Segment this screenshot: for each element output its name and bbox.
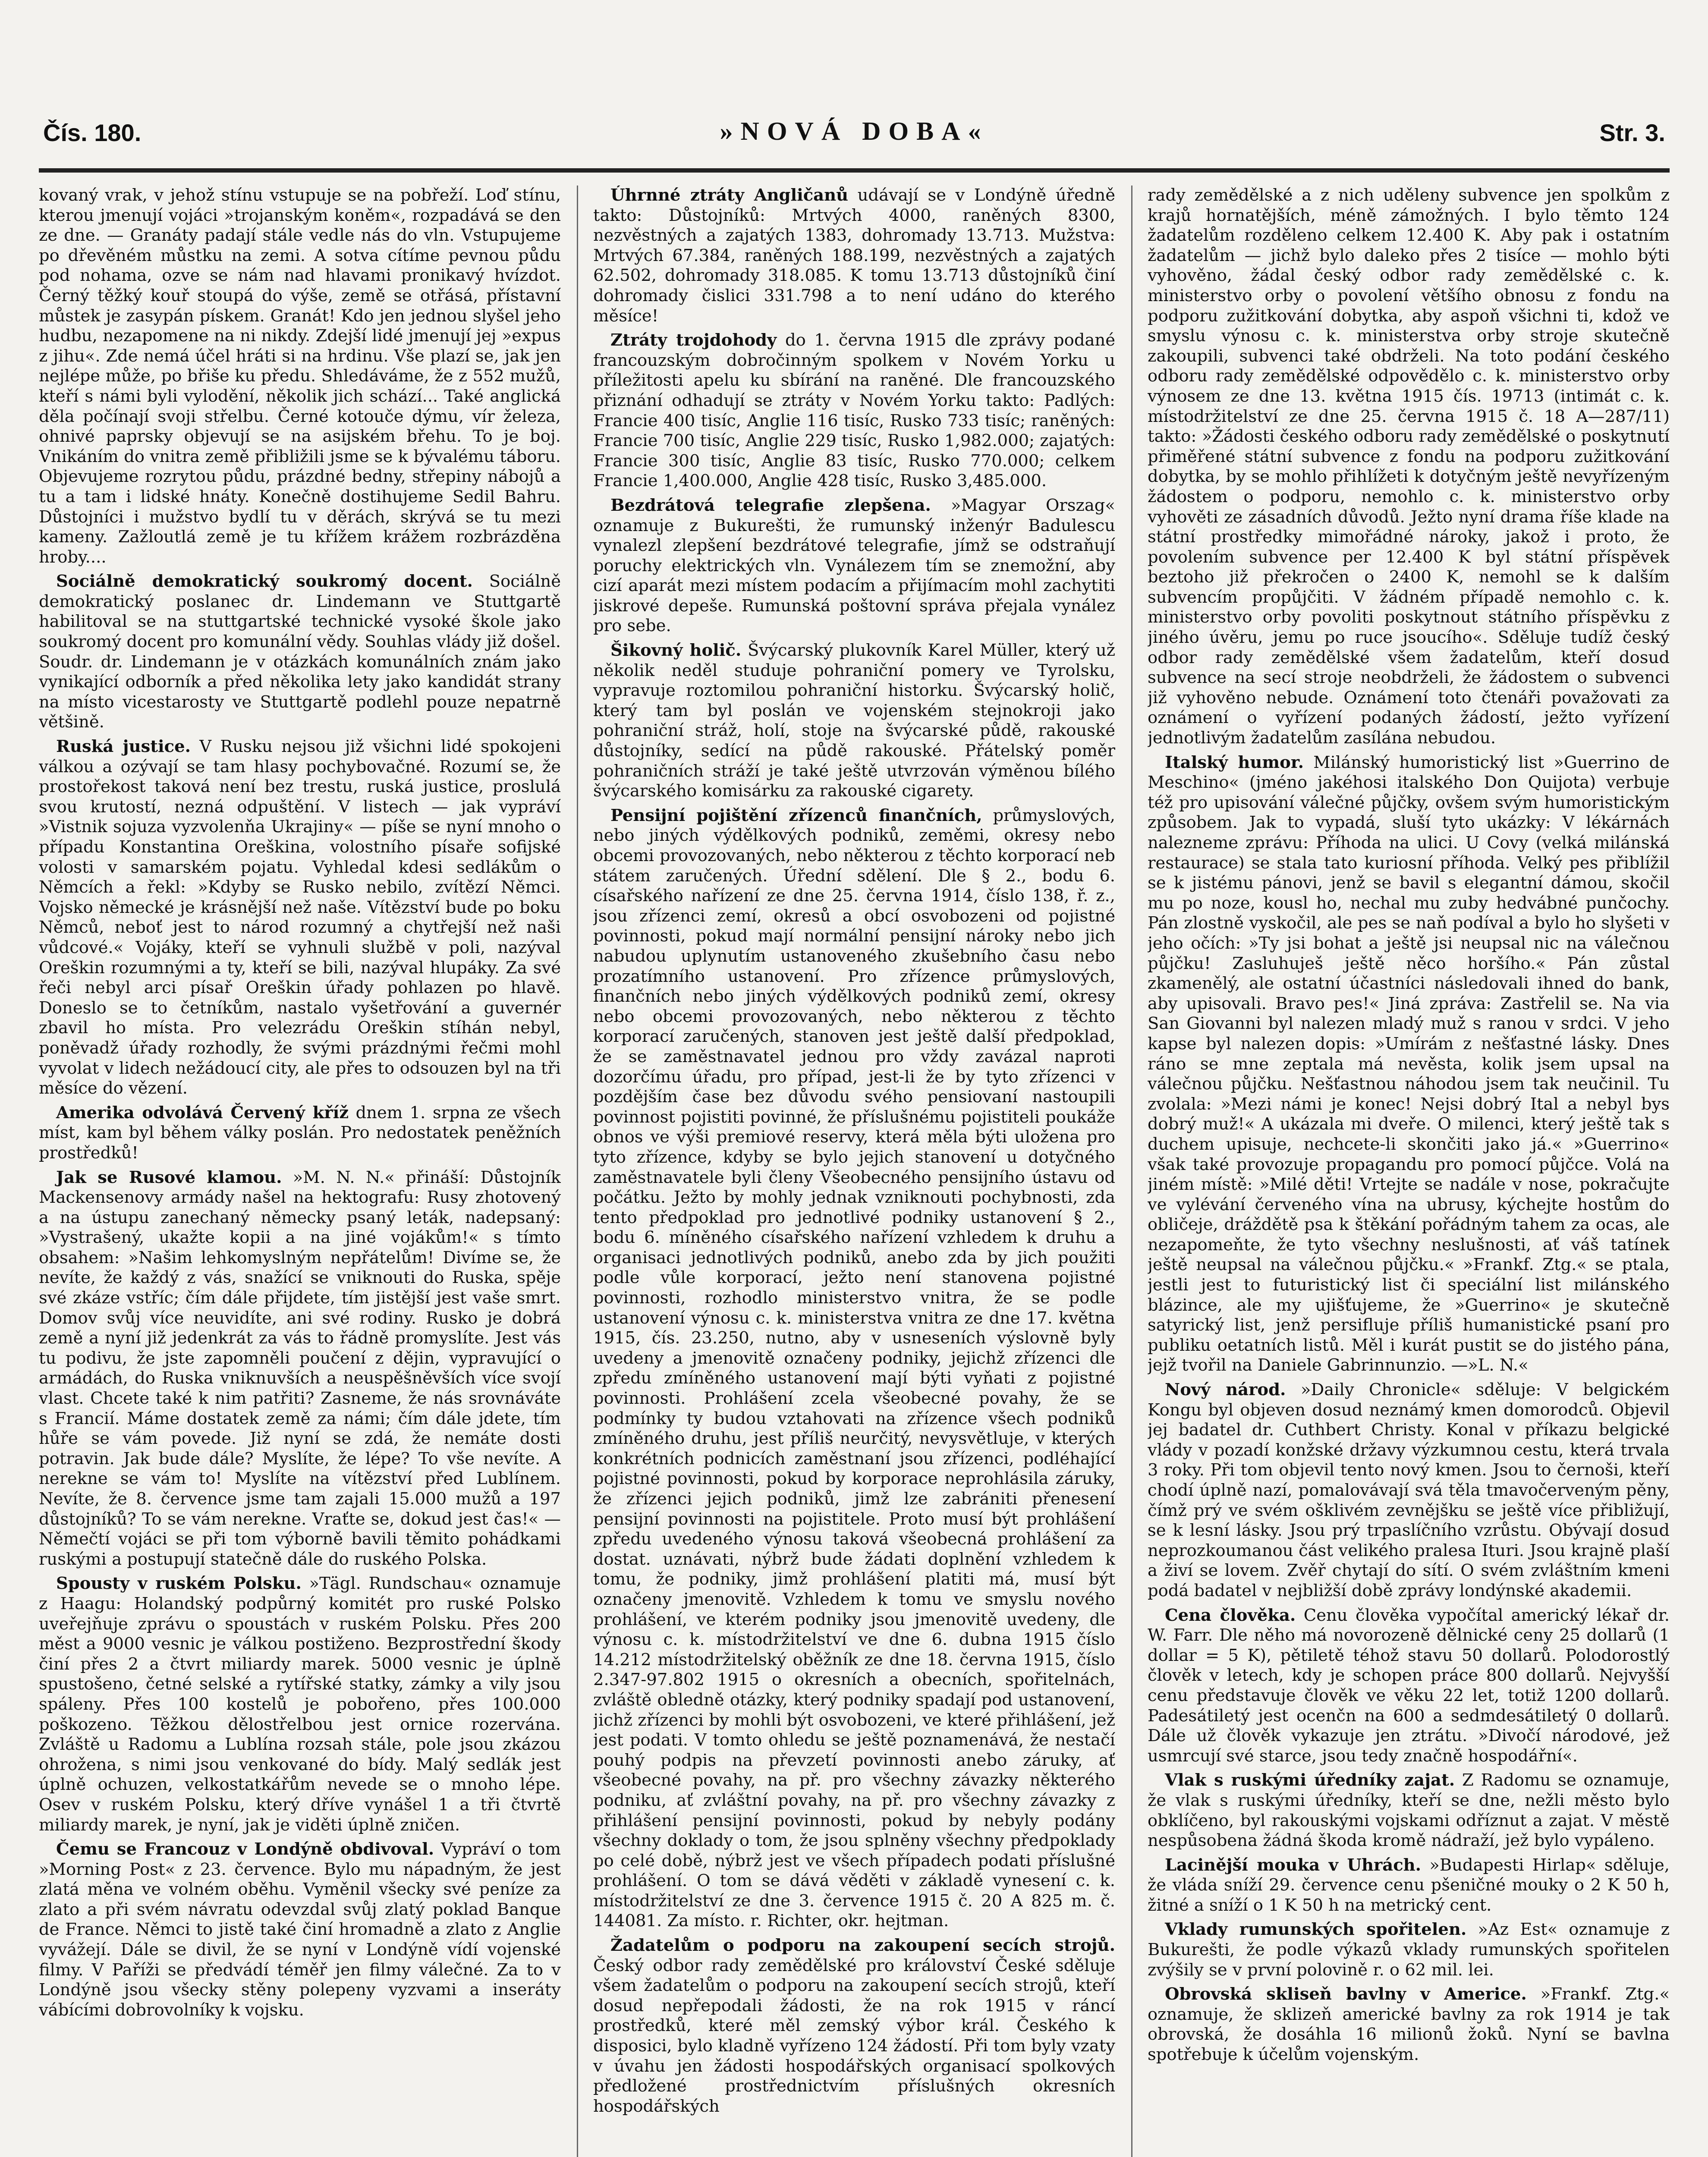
article-paragraph bbox=[39, 572, 561, 733]
article-columns bbox=[39, 186, 1670, 2157]
article-heading: Spousty v ruském Polsku. bbox=[56, 1574, 302, 1594]
article-heading: Cena člověka. bbox=[1165, 1605, 1296, 1625]
article-paragraph bbox=[1148, 1380, 1670, 1601]
article-text: Švýcarský plukovník Karel Müller, který už několik neděl studuje pohraniční pomery ve Tyrolsku, vypravuje roztomilou pohraniční historku. Švýcarský holič, který tam byl poslán ve vojenském stejnokroji jako pohraniční stráž, holí, stoje na švýcarské půdě, rakouské důstojníky, sedící na půdě rakouské. Přátelský poměr pohraničních stráží je také ještě utvrzován výměnou bílého švýcarského komisárku za rakouské cigarety. bbox=[593, 641, 1115, 801]
article-heading: Šikovný holič. bbox=[610, 641, 742, 660]
article-heading: Amerika odvolává Červený kříž bbox=[56, 1103, 349, 1123]
article-heading: Vklady rumunských spořitelen. bbox=[1165, 1920, 1467, 1940]
article-paragraph bbox=[593, 330, 1115, 491]
article-heading: Žadatelům o podporu na zakoupení secích strojů. bbox=[610, 1936, 1115, 1956]
article-paragraph bbox=[1148, 1920, 1670, 1980]
header-rule bbox=[39, 168, 1670, 173]
article-text: »Budapesti Hirlap« sděluje, že vláda sníží 29. července cenu pšeničné mouky o 2 K 50 h, žitné a sníží o 1 K 50 h na metrický cent. bbox=[1148, 1855, 1670, 1915]
article-paragraph bbox=[593, 806, 1115, 1931]
article-text: Vypráví o tom »Morning Post« z 23. července. Bylo mu nápadným, že jest zlatá měna ve volném oběhu. Vyměnil všecky své peníze za zlato a při svém návratu odevzdal svůj zlatý poklad Banque de France. Němci to jistě také činí hromadně a zlato z Anglie vyvážejí. Dále se divil, že se nyní v Londýně vídí vojenské filmy. V Paříži se předvádí téměř jen filmy válečné. Za to v Londýně jsou všecky stěny polepeny vyzvami a inseráty vábícími dobrovolníky k vojsku. bbox=[39, 1839, 561, 2020]
article-heading: Obrovská skliseň bavlny v Americe. bbox=[1165, 1984, 1527, 2004]
article-heading: Jak se Rusové klamou. bbox=[56, 1167, 282, 1187]
column-2 bbox=[593, 186, 1115, 2157]
article-heading: Ruská justice. bbox=[56, 737, 191, 757]
page-number: Str. 3. bbox=[1599, 119, 1665, 146]
newspaper-page bbox=[39, 26, 1670, 2157]
article-paragraph bbox=[593, 641, 1115, 802]
article-text: do 1. června 1915 dle zprávy podané francouzským dobročinným spolkem v Novém Yorku u příležitosti apelu ku sbírání na raněné. Dle francouzského přiznání odhadují se ztráty v Novém Yorku takto: Padlých: Francie 400 tisíc, Anglie 116 tisíc, Rusko 733 tisíc; raněných: Francie 700 tisíc, Anglie 229 tisíc, Rusko 1,982.000; zajatých: Francie 300 tisíc, Anglie 83 tisíc, Rusko 770.000; celkem Francie 1,400.000, Anglie 428 tisíc, Rusko 3,485.000. bbox=[593, 330, 1115, 491]
article-text: »Az Est« oznamuje z Bukurešti, že podle výkazů vklady rumunských spořitelen zvýšily se v první polovině r. o 62 mil. lei. bbox=[1148, 1920, 1670, 1980]
article-text: V Rusku nejsou již všichni lidé spokojeni válkou a ozývají se tam hlasy pochybovačné. Rozumí se, že prostořekost taková není bez trestu, ruská justice, proslulá svou krutostí, nezná odpuštění. V listech — jak vypráví »Vistnik sojuza vyzvolenňa Ukrajiny« — píše se nyní mnoho o případu Konstantina Oreškina, volostního písaře sofijské volosti v samarském pojatu. Vyhledal kdesi sedlákům o Němcích a řekl: »Kdyby se Rusko nebilo, zvítězí Němci. Vojsko německé je krásnější než naše. Vítězství bude po boku Němců, neboť jest to národ rozumný a chytřejší než naši vůdcové.« Vojáky, kteří se vyhnuli službě v poli, nazýval Oreškin rozumnými a ty, kteří se bili, nazýval hlupáky. Za své řeči nebyl arci písař Oreškin úřady pohlazen po hlavě. Doneslo se to četníkům, nastalo vyšetřování a guvernér zbavil ho místa. Pro velezrádu Oreškin stíhán nebyl, poněvadž úřady rozhodly, že svými prázdnými řečmi mohl vyvolat v lidech nežádoucí city, ale přes to odsouzen byl na tři měsíce do vězení. bbox=[39, 737, 561, 1098]
article-paragraph bbox=[39, 1839, 561, 2020]
article-heading: Vlak s ruskými úředníky zajat. bbox=[1165, 1770, 1455, 1790]
article-text: dnem 1. srpna ze všech míst, kam byl během války poslán. Pro nedostatek peněžních prostředků! bbox=[39, 1103, 561, 1163]
article-text: »Tägl. Rundschau« oznamuje z Haagu: Holandský podpůrný komitét pro ruské Polsko uveřejňuje zprávu o spoustách v ruském Polsku. Přes 200 měst a 9000 vesnic je válkou postiženo. Bezprostřední škody činí přes 2 a čtvrt miliardy marek. 5000 vesnic je úplně spustošeno, četné selské a rytířské statky, zámky a vily jsou spáleny. Přes 100 kostelů je pobořeno, přes 100.000 poškozeno. Těžkou dělostřelbou jest ornice rozervána. Zvláště u Radomu a Lublína rozsah stále, pole jsou zkázou ohrožena, s nimi jsou venkované do bídy. Malý sedlák jest úplně ochuzen, velkostatkářům nevede se o mnoho lépe. Osev v ruském Polsku, který dříve vynášel 1 a tři čtvrtě miliardy marek, je nyní, jak je viděti úplně zničen. bbox=[39, 1574, 561, 1835]
article-text: Milánský humoristický list »Guerrino de Meschino« (jméno jakéhosi italského Don Quijota) verbuje též pro upisování válečné půjčky, ovšem svým humoristickým způsobem. Jak to vypadá, sluší tyto ukázky: V lékárnách nalezneme zprávu: Příhoda na ulici. U Covy (velká milánská restaurace) se stala tato kuriosní příhoda. Velký pes přiblížil se k jistému pánovi, jenž se bavil s elegantní dámou, skočil mu po noze, kousl ho, nechal mu zuby hedvábné punčochy. Pán zlostně vyskočil, ale pes se naň podíval a bylo ho slyšeti v jeho očích: »Ty jsi bohat a ještě jsi neupsal nic na válečnou půjčku! Zasluhuješ ještě něco horšího.« Pán zůstal zkamenělý, ale ostatní účastníci následovali ihned do bank, aby upisovali. Bravo pes!« Jiná zpráva: Zastřelil se. Na via San Giovanni byl nalezen mladý muž s ranou v srdci. V jeho kapse byl nalezen dopis: »Umírám z nešťastné lásky. Dnes ráno se mne zeptala má nevěsta, kolik jsem upsal na válečnou půjčku. Nešťastnou náhodou jsem tak neučinil. Tu zvolala: »Mezi námi je konec! Nejsi dobrý Ital a nebyl bys dobrý muž!« A ukázala mi dveře. O milenci, který ještě tak s duchem upisuje, nechcete-li skončiti jako já.« »Guerrino« však také provozuje propagandu pro pomocí půjčce. Volá na jiném místě: »Milé děti! Vrtejte se nadále v nose, pokračujte ve vylévání červeného vína na ubrusy, kýchejte hostům do obličeje, dráždětě psa k štěkání pořádným tahem za ocas, ale nezapomeňte, že tyto všechny neslušnosti, ať váš tatínek ještě neupsal na válečnou půjčku.« »Frankf. Ztg.« se ptala, jestli jest to futuristický list či speciální list milánského blázince, ale my ujišťujeme, že »Guerrino« je skutečně satyrický list, jenž persifluje příliš humanistické psaní pro publiku oetatních listů. Měl i kurát pustit se do jistého pána, jejž tvořil na Daniele Gabrinnunzio. —»L. N.« bbox=[1148, 752, 1670, 1375]
article-text: »Daily Chronicle« sděluje: V belgickém Kongu byl objeven dosud neznámý kmen domorodců. Objevil jej badatel dr. Cuthbert Christy. Konal v příkazu belgické vlády v pozadí konžské državy výzkumnou cestu, která trvala 3 roky. Při tom objevil tento nový kmen. Jsou to černoši, kteří chodí úplně nazí, pomalovávají svá těla tmavočerveným pěny, čímž prý ve svém ošklivém zevnějšku se ještě více přibližují, se k lesní lásky. Jsou prý trpaslíčního vzrůstu. Obývají dosud neprozkoumanou část velikého pralesa Ituri. Jsou krajně plaší a živí se lovem. Zvěř chytají do sítí. O svém zvláštním kmeni podá badatel v nejbližší době zprávy londýnské akademii. bbox=[1148, 1380, 1670, 1600]
article-paragraph bbox=[39, 1574, 561, 1835]
article-continuation bbox=[1148, 186, 1670, 748]
article-text: Český odbor rady zemědělské pro království České sděluje všem žadatelům o podporu na zakoupení secích strojů, kteří dosud nepřepodali žádosti, že na rok 1915 v ráncí prostředků, které měl zemský výbor král. Českého k disposici, bylo kladně vyřízeno 124 žádostí. Při tom byly vzaty v úvahu jen žádosti hospodářských organisací spolkových předložené prostřednictvím příslušných okresních hospodářských bbox=[593, 1956, 1115, 2116]
article-heading: Italský humor. bbox=[1165, 752, 1304, 772]
article-paragraph bbox=[1148, 1855, 1670, 1916]
article-paragraph bbox=[593, 496, 1115, 636]
article-paragraph bbox=[1148, 753, 1670, 1376]
article-heading: Čemu se Francouz v Londýně obdivoval. bbox=[56, 1839, 434, 1859]
issue-number: Čís. 180. bbox=[43, 119, 142, 146]
article-heading: Pensijní pojištění zřízenců finančních, bbox=[610, 805, 982, 825]
article-paragraph bbox=[39, 737, 561, 1099]
article-text: Cenu člověka vypočítal americký lékař dr. W. Farr. Dle něho má novorozeně dělnické ceny 25 dollarů (1 dollar = 5 K), pětiletě téhož stavu 50 dollarů. Polodorostlý člověk v letech, kdy je schopen práce 800 dollarů. Nejvyšší cenu představuje člověk ve věku 22 let, totiž 1200 dollarů. Padesátiletý jest ocenčn na 600 a sedmdesátiletý 0 dollarů. Dále už člověk vykazuje jen ztrátu. »Divočí národové, jež usmrcují své starce, jsou tedy značně hospodářní«. bbox=[1148, 1605, 1670, 1766]
article-text: Z Radomu se oznamuje, že vlak s ruskými úředníky, kteří se dne, nežli město bylo obklíčeno, byl rakouskými vojskami odříznut a zajat. V městě nespůsobena žádná škoda kromě nádraží, jež bylo vypáleno. bbox=[1148, 1770, 1670, 1851]
column-divider bbox=[577, 186, 578, 2157]
column-divider bbox=[1131, 186, 1132, 2157]
article-paragraph bbox=[39, 1168, 561, 1570]
article-text: udávají se v Londýně úředně takto: Důstojníků: Mrtvých 4000, raněných 8300, nezvěstných a zajatých 1383, dohromady 13.713. Mužstva: Mrtvých 67.384, raněných 188.199, nezvěstných a zajatých 62.502, dohromady 318.085. K tomu 13.713 důstojníků činí dohromady čislici 331.798 a to není udáno do kterého měsíce! bbox=[593, 186, 1115, 326]
article-text: rady zemědělské a z nich uděleny subvence jen spolkům z krajů hornatějších, méně zámožných. I bylo těmto 124 žadatelům rozděleno celkem 12.400 K. Aby pak i ostatním žadatelům — jichž bylo daleko přes 2 tisíce — mohlo býti vyhověno, žádal český odbor rady zemědělské c. k. ministerstvo orby o povolení většího obnosu z fondu na podporu zužitkování dobytka, aby aspoň všichni ti, kdož ve smyslu výnosu c. k. ministerstva orby stroje skutečně zakoupili, subvenci také obdrželi. Na toto podání českého odboru rady zemědělské odpovědělo c. k. ministerstvo orby výnosem ze dne 13. května 1915 čís. 19713 (intimát c. k. místodržitelství ze dne 25. června 1915 č. 18 A—287/11) takto: »Žádosti českého odboru rady zemědělské o poskytnutí přiměřené státní subvence z fondu na podporu zužitkování dobytka, by se mohlo přihlížeti k dotyčným ještě nevyřízeným žádostem o podporu, nemohlo c. k. ministerstvo orby vyhověti ze zásadních důvodů. Ježto nyní drama říše klade na státní prostředky mimořádné nároky, jakož i proto, že povolením subvence per 12.400 K byl státní příspěvek beztoho již překročen o 2400 K, nemohl se k dalším subvencím propůjčiti. V žádném případě nemohlo c. k. ministerstvo orby povoliti poskytnout státního příspěvku z jiného úvěru, jemu po ruce jsoucího«. Sděluje tudíž český odbor rady zemědělské všem žadatelům, kteří dosud subvence na secí stroje neobdrželi, že žádostem o subvenci již vyhověno nebude. Oznámení toto čtenáři považovati za oznámení o vyřízení podaných žádostí, ježto vyřízení jednotlivým žadatelům zasílána nebudou. bbox=[1148, 186, 1670, 748]
article-continuation bbox=[39, 186, 561, 567]
article-paragraph bbox=[1148, 1770, 1670, 1851]
column-3 bbox=[1148, 186, 1670, 2157]
article-text: průmyslových, nebo jiných výdělkových podniků, zeměmi, okresy nebo obcemi provozovaných, nebo některou z těchto korporací neb státem zaručených. Úřední sdělení. Dle § 2., bodu 6. císařského nařízení ze dne 25. června 1914, číslo 138, ř. z., jsou zřízenci zemí, okresů a obcí osvobozeni od pojistné povinnosti, pokud mají normální pensijní nároky nebo jich nabudou uplynutím ustanoveného zkušebního času nebo prozatímního ustanovení. Pro zřízence průmyslových, finančních nebo jiných výdělkových podniků zemí, okresy nebo obcemi provozovaných, nebo některou z těchto korporací zaručených, stanoven jest ještě další předpoklad, že se zaměstnavatel jednou pro vždy zavázal naproti dozorčímu úřadu, pro případ, jest-li že by tyto zřízenci v pozdějším čase bez důvodu svého pensiovaní nastoupili povinnost pojistiti povinné, že příslušnému pojistiteli poukáže obnos ve výši premiové reservy, která měla býti uložena pro tyto zřízence, kdyby se bylo jejich stanovení u dotyčného zaměstnavatele byli členy Všeobecného pensijního ústavu od počátku. Ježto by mohly jednak vzniknouti pochybnosti, zda tento předpoklad pro jednotlivé podniky ustanovení § 2., bodu 6. míněného císařského nařízení vzhledem k druhu a organisaci jednotlivých podniků, anebo zda by jich použiti podle vůle korporací, ježto není stanovena pojistné povinnosti, rozhodlo ministerstvo vnitra, že se podle ustanovení výnosu c. k. ministerstva vnitra ze dne 17. května 1915, čís. 23.250, nutno, aby v usneseních výslovně byly uvedeny a jmenovitě označeny podniky, jejichž zřízenci dle zpředu zmíněného ustanovení mají býti vyňati z pojistné povinnosti. Prohlášení zcela všeobecné povahy, že se podmínky ty budou vztahovati na zřízence všech podniků zmíněného druhu, jest příliš neurčitý, nevysvětluje, v kterých konkrétních podnicích zaměstnaní jsou zřízenci, podléhající pojistné povinnosti, pokud by korporace neprohlásila záruky, že zřízenci jejich podniků, jimž lze zabrániti přenesení pensijní povinnosti na pojistitele. Proto musí být prohlášení zpředu uvedeného výnosu taková všeobecná prohlášení za dostat. uznávati, nýbrž bude žádati doplnění vzhledem k tomu, že podniky, jimž prohlášení platiti má, musí být označeny jmenovitě. Vzhledem k tomu ve smyslu nového prohlášení, ve kterém podniky jsou jmenovitě uvedeny, dle výnosu c. k. místodržitelství ve dne 6. dubna 1915 číslo 14.212 místodržitelský oběžník ze dne 18. června 1915, číslo 2.347-97.802 1915 o okresních a obecních, spořitelnách, zvláště obledně otázky, který podniky spadají pod ustanovení, jichž zřízenci by mohli být osvobozeni, ve které přihlášení, jež jest podati. V tomto ohledu se ještě poznamenává, že nestačí pouhý podpis na převzetí povinnosti anebo záruky, ať všeobecné povahy, na př. pro všechny závazky některého podniku, ať zvláštní povahy, na př. pro všechny závazky z přihlášení pensijní povinnosti, pokud by nebyly podány všechny doklady o tom, že jsou splněny všechny předpoklady po celé době, nýbrž jest ve všech případech podati příslušné prohlášení. O tom se dává věděti v základě vynesení c. k. místodržitelství ze dne 3. července 1915 č. 20 A 825 m. č. 144081. Za místo. r. Richter, okr. hejtman. bbox=[593, 805, 1115, 1931]
article-paragraph bbox=[593, 186, 1115, 326]
article-text: »Magyar Orszag« oznamuje z Bukurešti, že rumunský inženýr Badulescu vynalezl zlepšení bezdrátové telegrafie, jímž se odstraňují poruchy elektrických vln. Vynálezem tím se znemožní, aby cizí aparát mezi místem podacím a přijímacím mohl zachytiti jiskrové depeše. Rumunská poštovní správa přejala vynález pro sebe. bbox=[593, 495, 1115, 636]
article-text: »M. N. N.« přináší: Důstojník Mackensenovy armády našel na hektografu: Rusy zhotovený a na ústupu zanechaný německy psaný leták, nadepsaný: »Vystrašený, ukažte kopii a na jiné vojákům!« s tímto obsahem: »Našim lehkomyslným nepřátelům! Divíme se, že nevíte, že každý z vás, snažící se vniknouti do Ruska, spěje své zkáze vstříc; čím dále přijdete, tím jistější jest vaše smrt. Domov svůj více neuvidíte, ani své rodiny. Rusko je dobrá země a nyní již jedenkrát za vás to řádně promyslíte. Jest vás tu podivu, že jste zapomněli poučení z dějin, vypravující o armádách, do Ruska vniknuvších a neuspěšněvších více svojí vlast. Chcete také k nim patřiti? Zasneme, že nás srovnáváte s Francií. Máme dostatek země za námi; čím dále jdete, tím hůře se vám povede. Již nyní se zdá, že nemáte dosti potravin. Jak bude dále? Myslíte, že lépe? To vše nevíte. A nerekne se vám to! Myslíte na vítězství před Lublínem. Nevíte, že 8. července jsme tam zajali 15.000 mužů a 197 důstojníků? To se vám nerekne. Vraťte se, dokud jest čas!« — Němečtí vojáci se při tom výborně bavili těmito pohádkami ruskými a postupují statečně dále do ruského Polska. bbox=[39, 1167, 561, 1569]
page-header bbox=[39, 26, 1670, 155]
article-paragraph bbox=[1148, 1984, 1670, 2065]
article-heading: Bezdrátová telegrafie zlepšena. bbox=[610, 495, 931, 515]
article-heading: Nový národ. bbox=[1165, 1380, 1286, 1400]
article-heading: Úhrnné ztráty Angličanů bbox=[610, 186, 849, 205]
article-paragraph bbox=[39, 1103, 561, 1163]
article-text: kovaný vrak, v jehož stínu vstupuje se na pobřeží. Loď stínu, kterou jmenují vojáci »trojanským koněm«, rozpadává se den ze dne. — Granáty padají stále vedle nás do vln. Vstupujeme po dřevěném můstku na zemi. A sotva cítíme pevnou půdu pod nohama, ozve se nám nad hlavami pronikavý hvízdot. Černý těžký kouř stoupá do výše, země se otřásá, přístavní můstek je zasypán pískem. Granát! Kdo jen jednou slyšel jeho hudbu, nezapomene na ni nikdy. Zdejší lidé jmenují jej »expus z jihu«. Zde nemá účel hráti si na hrdinu. Vše plazí se, jak jen nejlépe může, po břiše ku předu. Shledáváme, že z 552 mužů, kteří s námi byli vylodění, několik jich schází... Také anglická děla počínají svoji střelbu. Černé kotouče dýmu, vír železa, ohnivé paprsky objevují se na asijském břehu. To je boj. Vnikáním do vnitra země přibližili jsme se k bývalému táboru. Objevujeme rozrytou půdu, prázdné bedny, střepiny nábojů a tu a tam i lidské hnáty. Konečně dostihujeme Sedil Bahru. Důstojníci i mužstvo bydlí tu v děrách, skrývá se tu mezi kameny. Zažloutlá země je tu křížem krážem rozbrázděna hroby.... bbox=[39, 186, 561, 567]
article-heading: Ztráty trojdohody bbox=[610, 330, 777, 350]
article-heading: Lacinější mouka v Uhrách. bbox=[1165, 1855, 1422, 1875]
article-heading: Sociálně demokratický soukromý docent. bbox=[56, 572, 473, 591]
article-paragraph bbox=[593, 1936, 1115, 2116]
masthead-title: »NOVÁ DOBA« bbox=[720, 117, 989, 145]
article-text: Sociálně demokratický poslanec dr. Lindemann ve Stuttgartě habilitoval se na stuttgartské technické vysoké škole jako soukromý docent pro komunální vědy. Souhlas vlády již došel. Soudr. dr. Lindemann je v otázkách komunálních znám jako vynikající odborník a před několika lety jako kandidát strany na místo vicestarosty ve Stuttgartě podlehl pouze nepatrně většině. bbox=[39, 572, 561, 732]
article-text: »Frankf. Ztg.« oznamuje, že sklizeň americké bavlny za rok 1914 je tak obrovská, že dosáhla 16 milionů žoků. Nyní se bavlna spotřebuje k účelům vojenským. bbox=[1148, 1984, 1670, 2065]
article-paragraph bbox=[1148, 1606, 1670, 1767]
column-1 bbox=[39, 186, 561, 2157]
